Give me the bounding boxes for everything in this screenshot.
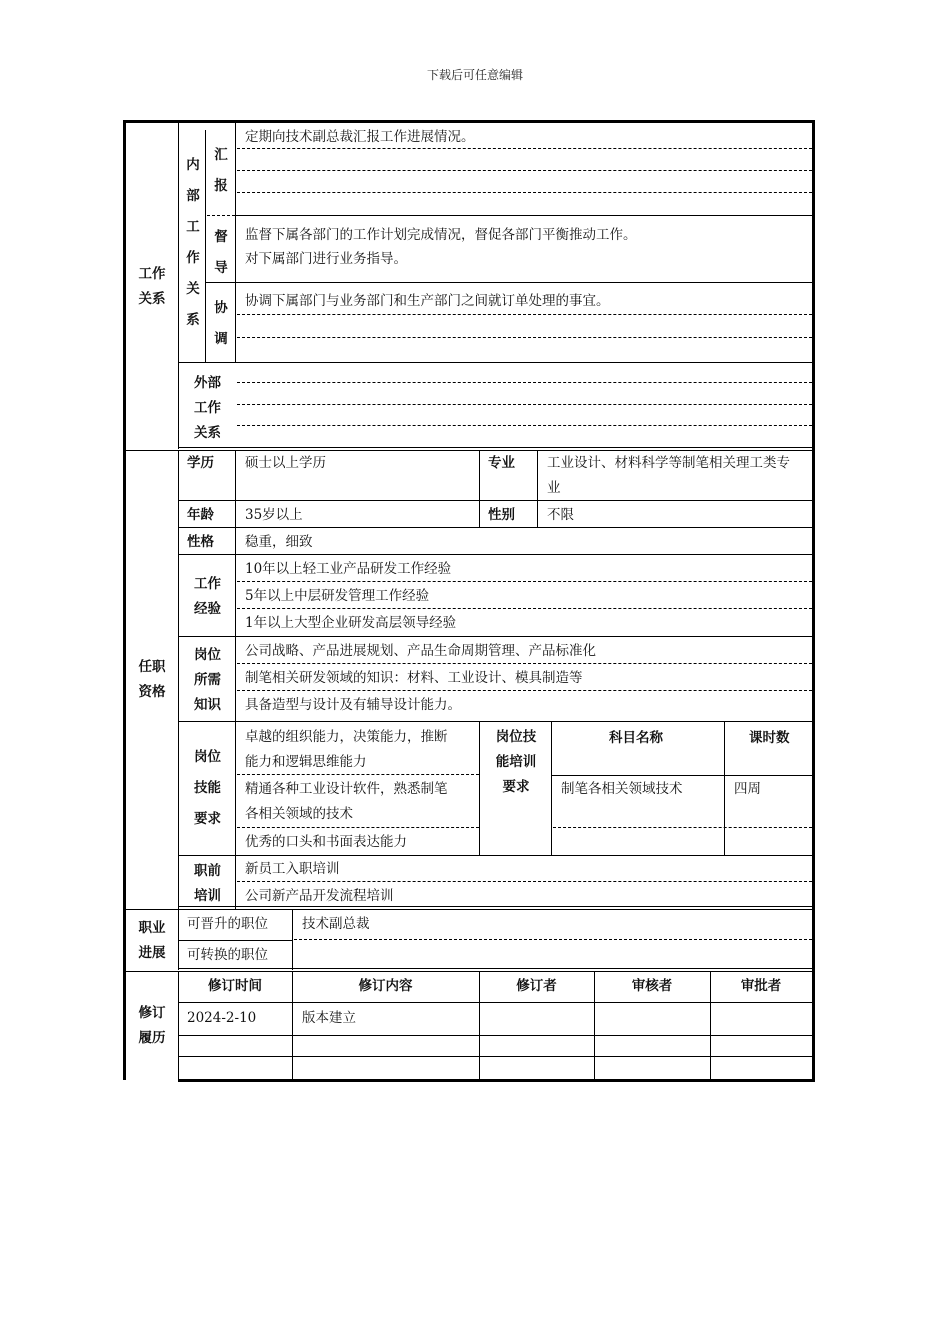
- personality-label: 性格: [187, 534, 214, 550]
- experience-label: 工作 经验: [194, 576, 221, 617]
- training-req-label: 岗位技 能培训 要求: [495, 729, 537, 795]
- supervise-text-2: 对下属部门进行业务指导。: [245, 251, 407, 267]
- supervise-label: 督 导: [214, 229, 228, 276]
- revision-header-approver: 审批者: [740, 978, 782, 994]
- coordinate-text: 协调下属部门与业务部门和生产部门之间就订单处理的事宜。: [245, 293, 610, 309]
- major-value-1: 工业设计、材料科学等制笔相关理工类专: [547, 455, 790, 471]
- personality-value: 稳重，细致: [245, 534, 313, 550]
- subject-header: 科目名称: [609, 730, 663, 746]
- frame-top: [123, 120, 815, 123]
- career-label: 职业 进展: [138, 920, 166, 961]
- promotion-label: 可晋升的职位: [187, 916, 268, 932]
- knowledge-1: 公司战略、产品进展规划、产品生命周期管理、产品标准化: [245, 643, 596, 659]
- revision-label: 修订 履历: [138, 1005, 166, 1046]
- transfer-label: 可转换的职位: [187, 947, 268, 963]
- revision-row-1-content: 版本建立: [302, 1010, 356, 1026]
- age-label: 年龄: [187, 507, 214, 523]
- pre-training-2: 公司新产品开发流程培训: [245, 888, 394, 904]
- skill-3: 优秀的口头和书面表达能力: [245, 834, 407, 850]
- hours-header: 课时数: [749, 730, 790, 746]
- page-header: 下载后可任意编辑: [426, 68, 523, 82]
- skill-1: 卓越的组织能力，决策能力，推断 能力和逻辑思维能力: [245, 729, 448, 770]
- major-value-2: 业: [547, 480, 561, 496]
- report-text: 定期向技术副总裁汇报工作进展情况。: [245, 129, 475, 145]
- experience-2: 5年以上中层研发管理工作经验: [245, 588, 430, 604]
- experience-3: 1年以上大型企业研发高层领导经验: [245, 615, 457, 631]
- gender-value: 不限: [547, 507, 574, 523]
- education-value: 硕士以上学历: [245, 455, 326, 471]
- age-value: 35岁以上: [245, 507, 303, 523]
- revision-header-reviewer: 审核者: [631, 978, 673, 994]
- training-subject-1: 制笔各相关领域技术: [561, 781, 683, 797]
- knowledge-label: 岗位 所需 知识: [194, 647, 221, 713]
- supervise-text-1: 监督下属各部门的工作计划完成情况，督促各部门平衡推动工作。: [245, 227, 637, 243]
- report-label: 汇 报: [214, 147, 228, 194]
- experience-1: 10年以上轻工业产品研发工作经验: [245, 561, 452, 577]
- gender-label: 性别: [488, 507, 515, 523]
- coordinate-label: 协 调: [214, 300, 228, 347]
- skill-2: 精通各种工业设计软件，熟悉制笔 各相关领域的技术: [245, 781, 448, 822]
- training-hours-1: 四周: [734, 781, 761, 797]
- revision-header-reviser: 修订者: [516, 978, 557, 994]
- promotion-value: 技术副总裁: [302, 916, 370, 932]
- frame-right: [812, 120, 815, 1082]
- revision-row-1-time: 2024-2-10: [187, 1010, 257, 1026]
- work-relations-label: 工作 关系: [138, 266, 166, 307]
- major-label: 专业: [488, 455, 515, 471]
- external-relations-label: 外部 工作 关系: [194, 375, 221, 441]
- skills-label: 岗位 技能 要求: [194, 749, 221, 827]
- frame-bottom: [178, 1079, 815, 1082]
- knowledge-2: 制笔相关研发领域的知识：材料、工业设计、模具制造等: [245, 670, 583, 686]
- education-label: 学历: [187, 455, 214, 471]
- pre-training-label: 职前 培训: [194, 863, 221, 904]
- internal-relations-label: 内 部 工 作 关 系: [186, 157, 200, 328]
- revision-header-time: 修订时间: [208, 978, 262, 994]
- qualifications-label: 任职 资格: [138, 659, 166, 700]
- pre-training-1: 新员工入职培训: [245, 861, 340, 877]
- revision-header-content: 修订内容: [358, 978, 413, 994]
- knowledge-3: 具备造型与设计及有辅导设计能力。: [245, 697, 461, 713]
